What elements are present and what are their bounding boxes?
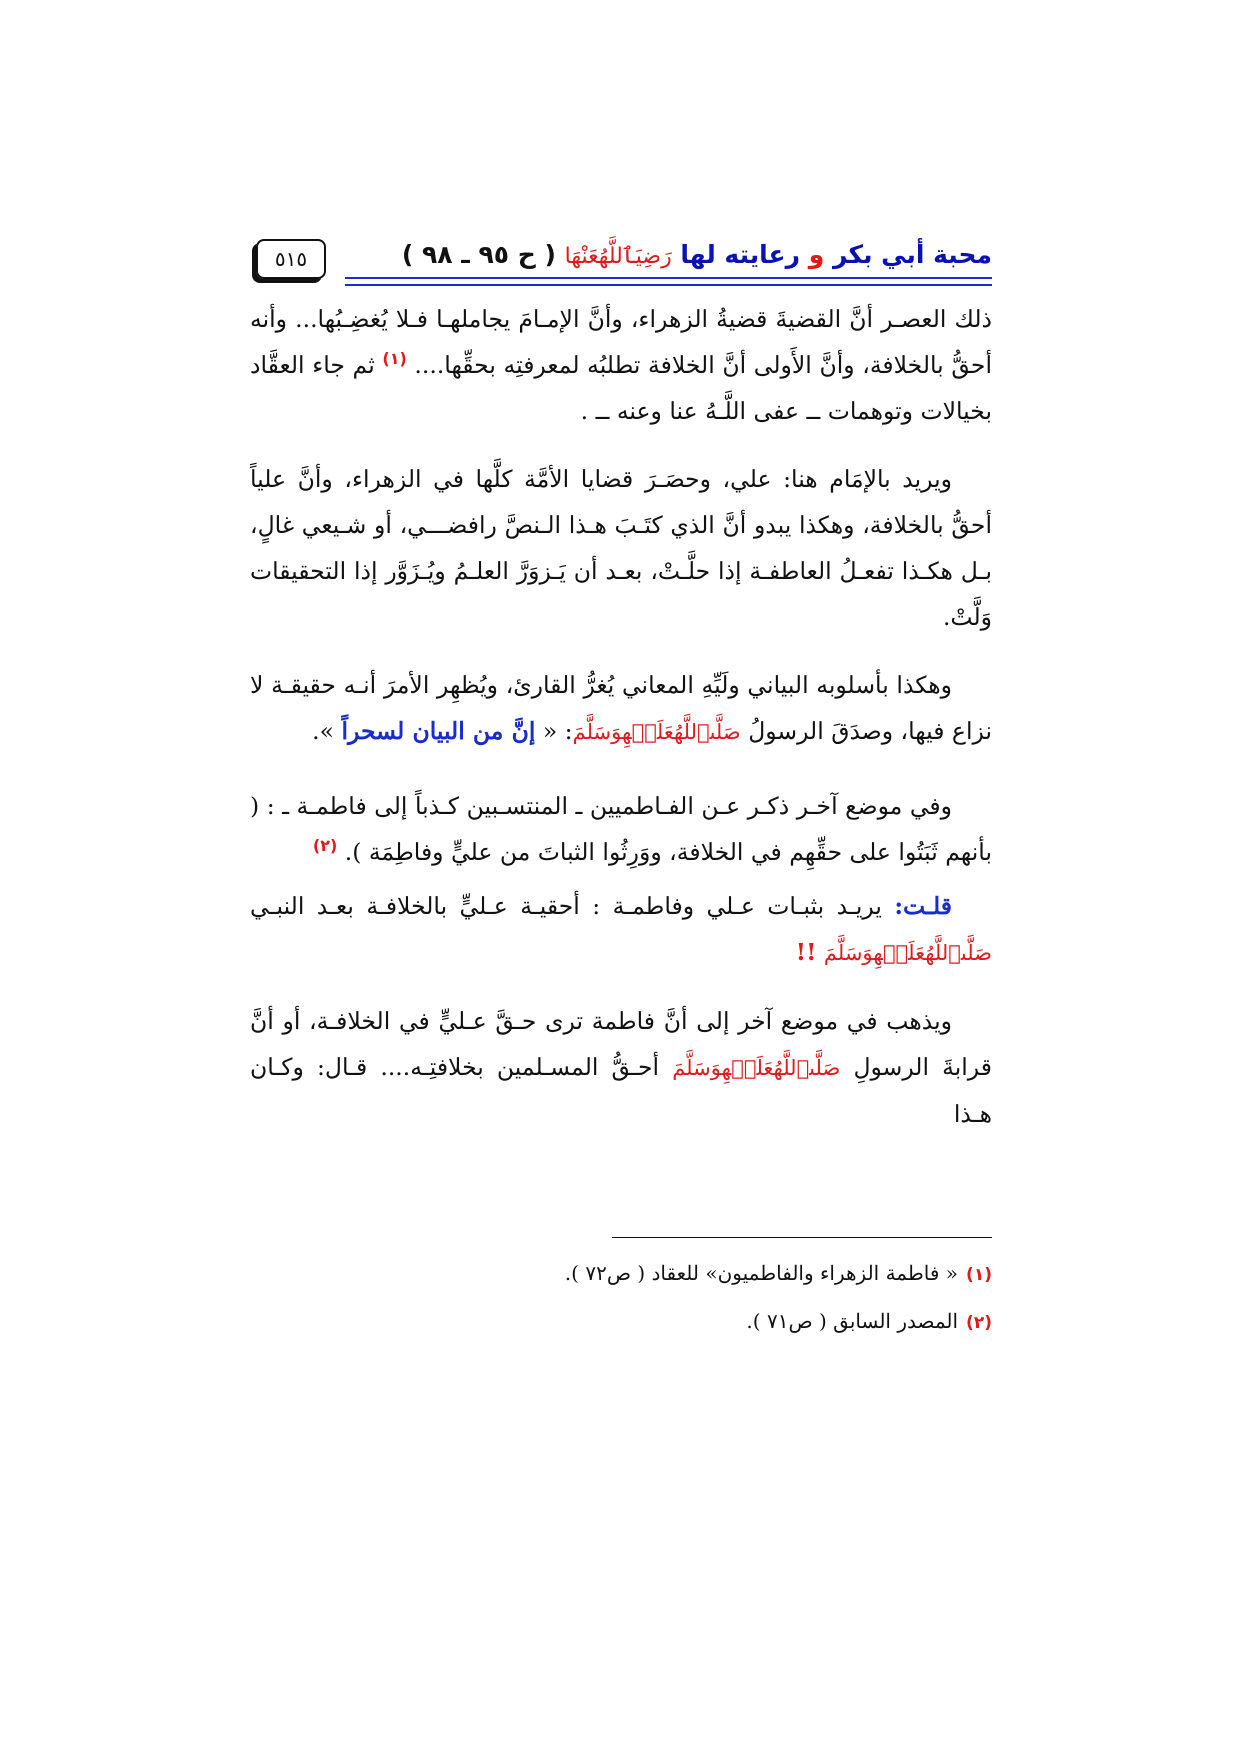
p1-line2: وأنه أحقُّ بالخلافة، وأنَّ الأَولى أنَّ الخلافة تطلبُه لمعرفتِه بحقِّها.... bbox=[250, 305, 992, 379]
page-header bbox=[250, 236, 992, 292]
p1-line1: ذلك العصـر أنَّ القضيةَ قضيةُ الزهراء، وأنَّ الإمـامَ يجاملهـا فـلا يُغضِـبُها... bbox=[295, 305, 992, 333]
title-conjunction: و bbox=[808, 240, 825, 269]
running-title bbox=[402, 240, 992, 269]
paragraph-5 bbox=[250, 883, 992, 976]
main-text bbox=[250, 296, 992, 1137]
pbuh-honorific: صَلَّىٱللَّهُعَلَيۡهِوَسَلَّمَ bbox=[672, 1056, 841, 1080]
footnote-separator bbox=[612, 1237, 992, 1238]
p6-text2: أحـقُّ المسـلمين بخلافتِـه.... قـال: وكـان هـذا bbox=[250, 1053, 992, 1128]
paragraph-1 bbox=[250, 296, 992, 434]
header-rule-top bbox=[345, 277, 992, 279]
footnotes bbox=[250, 1250, 992, 1346]
footnote-mark: (٢) bbox=[966, 1313, 992, 1333]
paragraph-4 bbox=[250, 783, 992, 875]
footnote-ref-1[interactable]: (١) bbox=[382, 349, 407, 369]
header-rule-bottom bbox=[345, 284, 992, 286]
hadith-quote: إنَّ من البيان لسحراً bbox=[341, 717, 536, 745]
p3-text: وهكذا بأسلوبه البياني ولَيِّهِ المعاني يُغرُّ القارئ، ويُظهِر الأمرَ أنـه حقيقـة لا نزاع فيها، وصدَقَ الرسولُ bbox=[250, 671, 992, 745]
p1-line3: العقَّاد بخيالات وتوهمات ــ عفى اللَّـهُ عنا وعنه ــ . bbox=[250, 351, 992, 425]
paragraph-3 bbox=[250, 662, 992, 755]
p4-line2: ( بأنهم ثَبَتُوا على حقِّهِم في الخلافة، ووَرِثُوا الثباتَ من عليٍّ وفاطِمَة ). bbox=[250, 792, 992, 866]
qult-label: قلـت: bbox=[894, 892, 952, 920]
footnote-2 bbox=[250, 1298, 992, 1346]
p5-text: يريـد بثبـات عـلي وفاطمـة : أحقيـة عـليٍّ بالخلافـة بعـد النبـي bbox=[250, 892, 895, 920]
title-honorific: رَضِيَٱللَّهُعَنْهَا bbox=[564, 244, 672, 269]
pbuh-honorific: صَلَّىٱللَّهُعَلَيۡهِوَسَلَّمَ bbox=[572, 720, 741, 744]
title-hadith-range: ( ح ٩٥ ـ ٩٨ ) bbox=[401, 240, 556, 269]
footnote-1 bbox=[250, 1250, 992, 1298]
p4-line1: وفي موضع آخـر ذكـر عـن الفـاطميين ـ المنتسـبين كـذباً إلى فاطمـة ـ : bbox=[266, 792, 952, 820]
footnote-text: « فاطمة الزهراء والفاطميون» للعقاد ( ص٧٢ ). bbox=[564, 1261, 959, 1285]
p1-line2-end: ثم جاء bbox=[312, 351, 383, 379]
p3-quote-close: ». bbox=[312, 717, 342, 745]
exclamation-marks: !! bbox=[795, 938, 817, 966]
paragraph-6 bbox=[250, 998, 992, 1137]
title-rest: رعايته لها bbox=[680, 240, 801, 269]
pbuh-honorific: صَلَّىٱللَّهُعَلَيۡهِوَسَلَّمَ bbox=[823, 941, 992, 965]
page-number: ٥١٥ bbox=[256, 239, 326, 279]
footnote-ref-2[interactable]: (٢) bbox=[312, 836, 338, 856]
footnote-mark: (١) bbox=[966, 1265, 992, 1285]
paragraph-2: ويريد بالإمَام هنا: علي، وحصَـرَ قضايا الأمَّة كلَّها في الزهراء، وأنَّ علياً أحقُّ بالخلافة، وهكذا يبدو أنَّ الذي كتَـبَ هـذا الـنصَّ رافضـــي، أو شـيعي غالٍ، بـل هكـذا تفعـلُ العاطفـة إذا حلَّـتْ، بعـد أن يَـزوَرَّ العلـمُ ويُـزَوَّر إذا التحقيقات وَلَّتْ. bbox=[250, 465, 992, 631]
p3-quote-open: : « bbox=[535, 717, 573, 745]
footnote-text: المصدر السابق ( ص٧١ ). bbox=[746, 1309, 959, 1333]
title-main: محبة أبي بكر bbox=[833, 240, 992, 269]
p6-text1: ويذهب في موضع آخر إلى أنَّ فاطمة ترى حـقَّ عـليٍّ في الخلافـة، أو أنَّ قرابةَ الرسولِ bbox=[250, 1007, 992, 1081]
